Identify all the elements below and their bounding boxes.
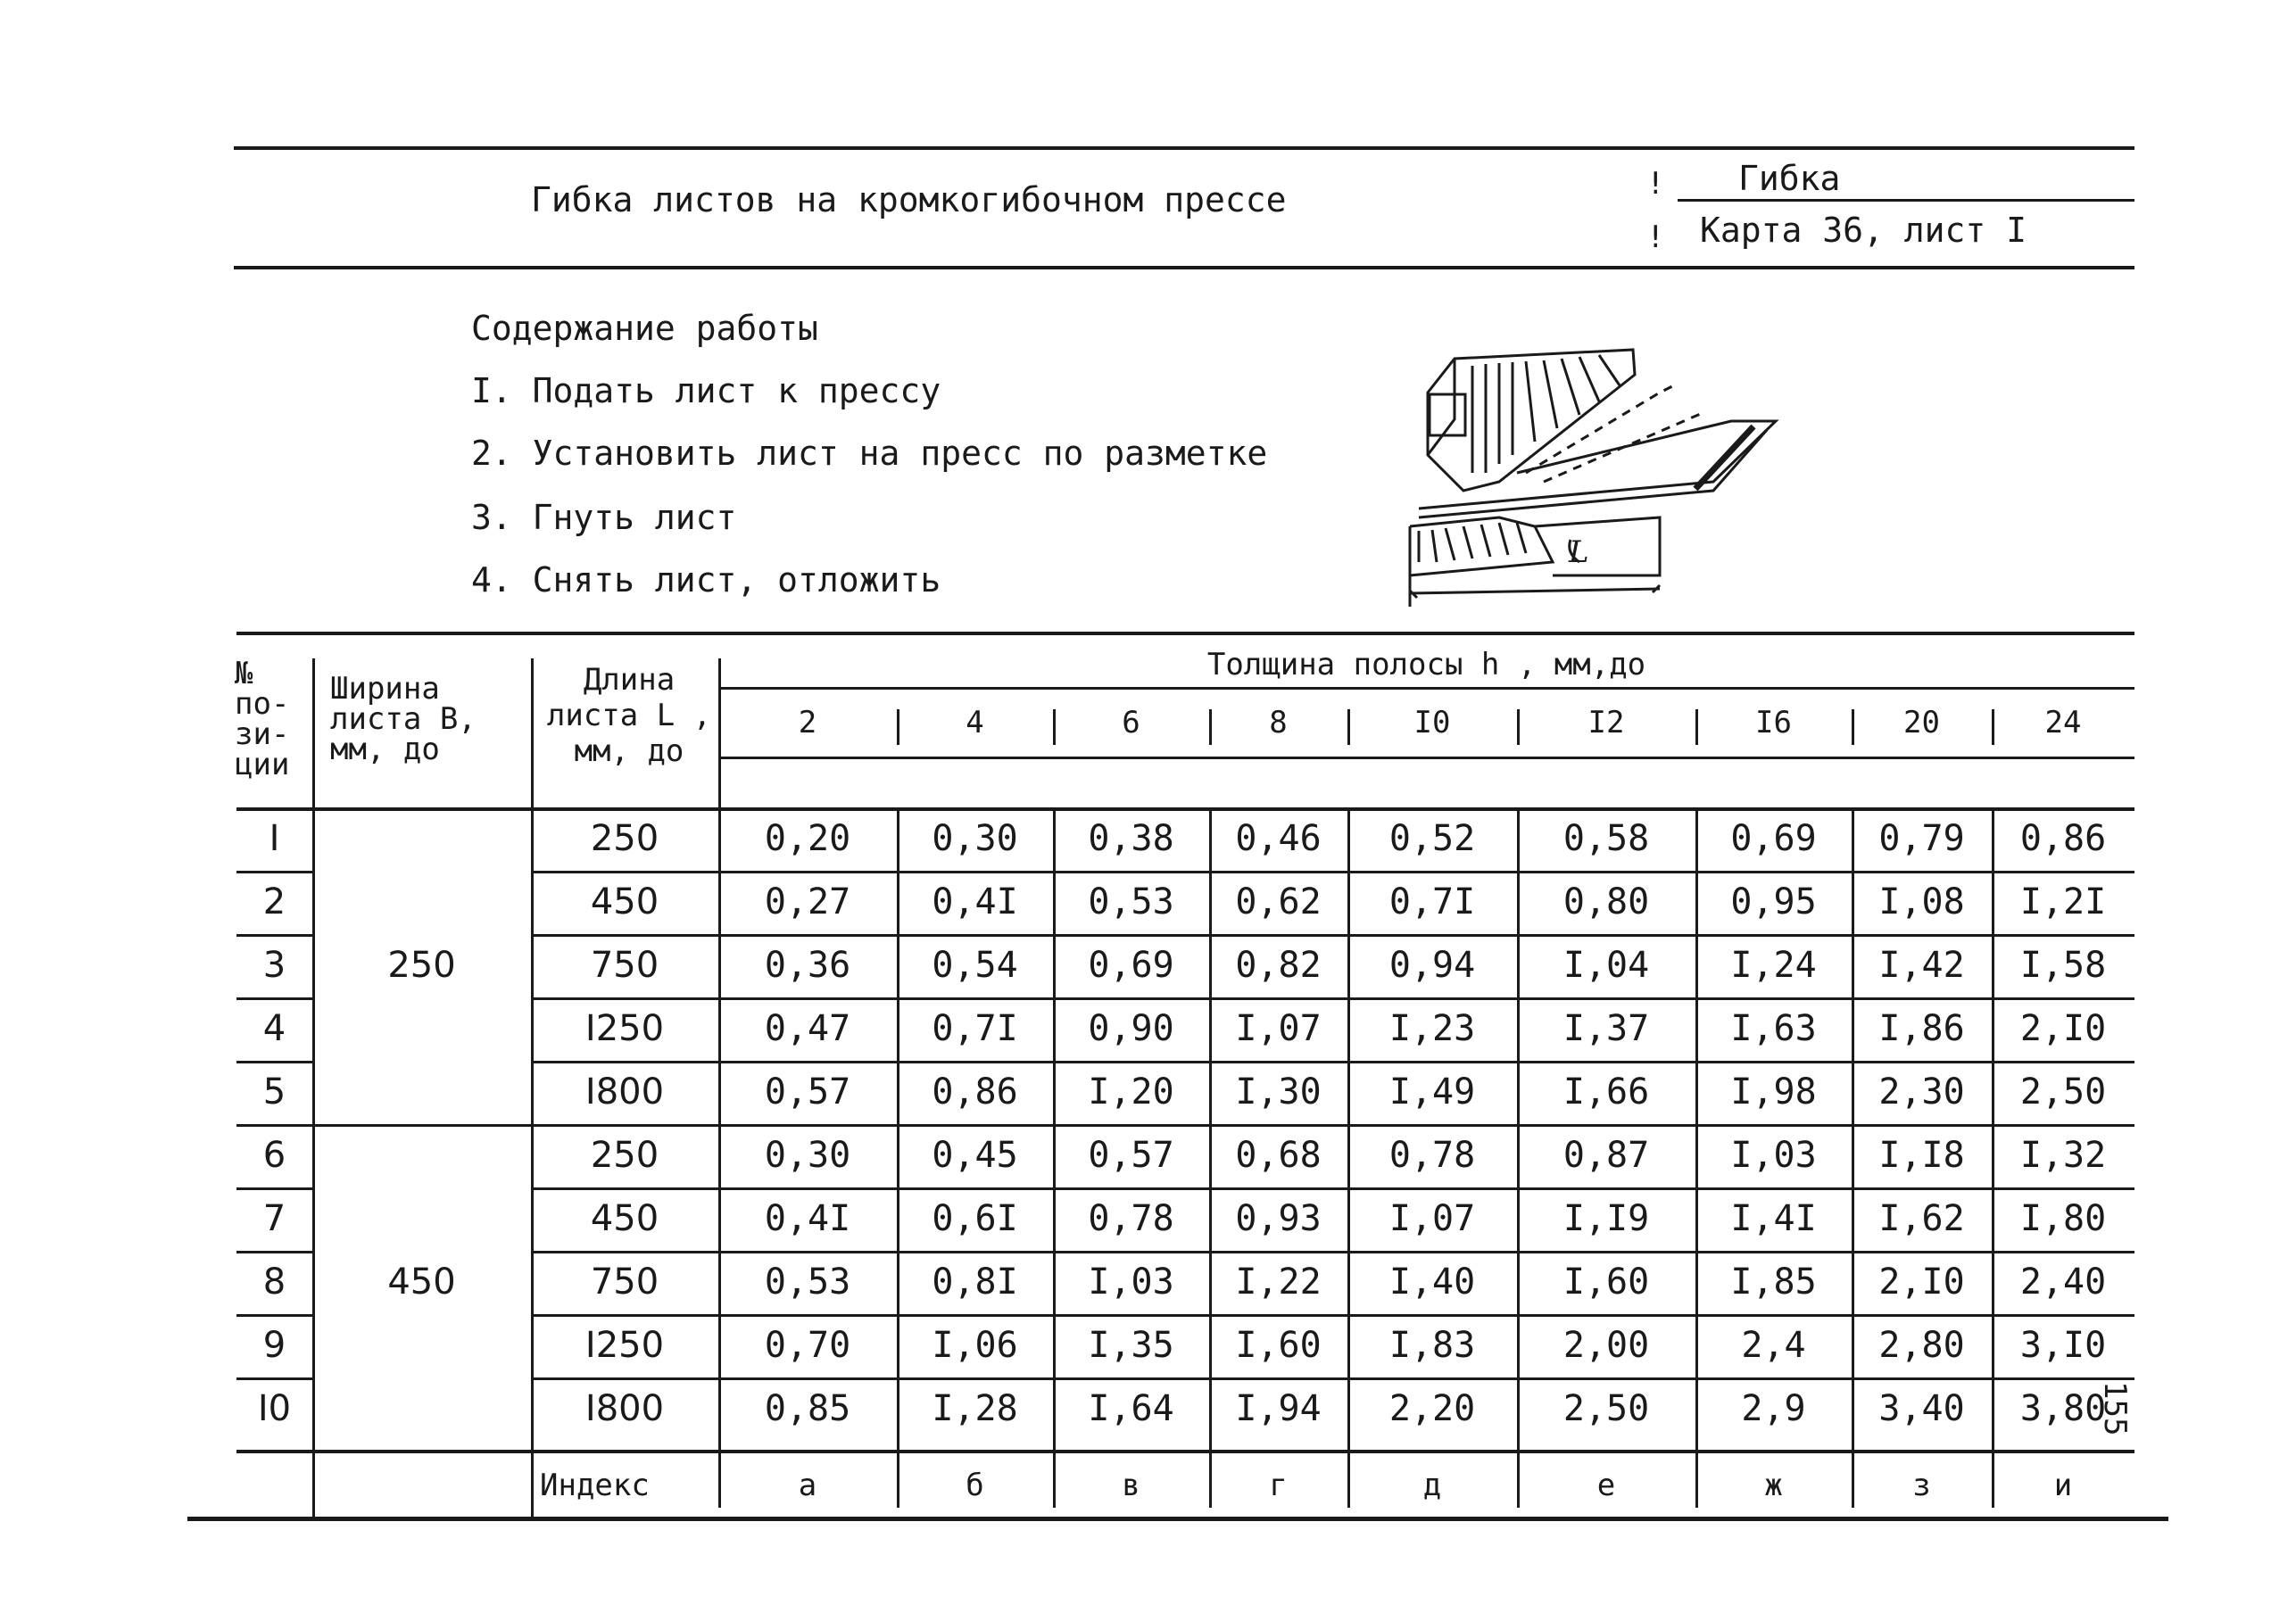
table-cell: 0,57 — [764, 1071, 851, 1113]
table-cell: I,04 — [1562, 945, 1650, 986]
table-cell: 0,27 — [764, 881, 851, 922]
header-divider — [312, 658, 315, 807]
row-length: 450 — [590, 881, 659, 922]
row-position: 9 — [262, 1325, 286, 1366]
column-divider — [1992, 807, 1994, 1450]
row-position: 2 — [262, 881, 286, 922]
table-cell: 0,8I — [932, 1261, 1018, 1303]
section-underline — [1678, 199, 2134, 202]
page-number: 155 — [2097, 1381, 2133, 1436]
header-divider — [1992, 709, 1994, 745]
column-divider — [1209, 807, 1212, 1450]
index-letter: и — [2053, 1468, 2073, 1503]
table-cell: I,08 — [1878, 881, 1965, 922]
header-divider — [1517, 709, 1520, 745]
table-cell: 2,80 — [1878, 1325, 1965, 1366]
index-letter: д — [1422, 1468, 1442, 1503]
column-divider — [312, 1450, 315, 1517]
table-cell: 3,I0 — [2019, 1325, 2107, 1366]
index-letter: ж — [1764, 1468, 1783, 1503]
thickness-col-header: 24 — [2044, 705, 2082, 740]
table-cell: 0,6I — [932, 1198, 1018, 1239]
table-cell: I,66 — [1562, 1071, 1650, 1113]
col-pos-header: № — [235, 656, 253, 691]
row-separator — [531, 1251, 2134, 1253]
table-cell: 0,36 — [764, 945, 851, 986]
column-divider — [1695, 807, 1698, 1450]
table-cell: I,4I — [1730, 1198, 1817, 1239]
table-cell: 0,69 — [1730, 818, 1817, 859]
row-separator — [531, 997, 2134, 1000]
table-cell: I,40 — [1388, 1261, 1476, 1303]
table-cell: I,86 — [1878, 1008, 1965, 1049]
width-group-450: 450 — [387, 1261, 456, 1303]
row-position: 5 — [262, 1071, 286, 1113]
row-separator — [531, 1314, 2134, 1317]
index-top-rule — [236, 1450, 2134, 1453]
table-cell: 0,78 — [1088, 1198, 1174, 1239]
row-length: 750 — [590, 1261, 659, 1303]
row-length: 750 — [590, 945, 659, 986]
index-letter: а — [798, 1468, 817, 1503]
table-cell: I,28 — [932, 1388, 1018, 1429]
col-width-header: листа В, — [330, 701, 477, 737]
table-cell: I,83 — [1388, 1325, 1476, 1366]
row-separator — [236, 871, 312, 873]
header-bottom-rule — [234, 266, 2134, 269]
row-separator — [531, 871, 2134, 873]
column-divider — [1517, 807, 1520, 1450]
table-cell: 3,40 — [1878, 1388, 1965, 1429]
thickness-col-header: 8 — [1269, 705, 1288, 740]
table-cell: I,64 — [1088, 1388, 1174, 1429]
thickness-col-header: 4 — [966, 705, 984, 740]
table-cell: I,22 — [1235, 1261, 1322, 1303]
table-cell: I,80 — [2019, 1198, 2107, 1239]
table-cell: 0,38 — [1088, 818, 1174, 859]
row-position: 7 — [262, 1198, 286, 1239]
index-letter: в — [1122, 1468, 1140, 1503]
table-cell: 0,90 — [1088, 1008, 1174, 1049]
table-cell: 0,52 — [1388, 818, 1476, 859]
row-length: I800 — [584, 1071, 665, 1113]
table-cell: I,23 — [1388, 1008, 1476, 1049]
table-cell: I,I8 — [1878, 1135, 1965, 1176]
row-position: I — [269, 818, 280, 859]
table-cell: 0,69 — [1088, 945, 1174, 986]
header-divider — [1053, 709, 1056, 745]
header-divider — [1347, 709, 1350, 745]
header-divider — [897, 709, 899, 745]
column-divider — [897, 1450, 899, 1508]
column-divider — [1053, 807, 1056, 1450]
index-letter: е — [1596, 1468, 1616, 1503]
header-divider — [718, 658, 721, 807]
row-separator — [236, 1187, 312, 1190]
table-cell: 0,7I — [932, 1008, 1018, 1049]
table-cell: 0,30 — [764, 1135, 851, 1176]
press-brake-sketch-icon — [1392, 339, 1785, 607]
table-cell: 0,57 — [1088, 1135, 1174, 1176]
table-cell: I,49 — [1388, 1071, 1476, 1113]
table-cell: 2,I0 — [2019, 1008, 2107, 1049]
table-cell: I,07 — [1388, 1198, 1476, 1239]
row-separator — [531, 934, 2134, 937]
table-cell: 0,53 — [764, 1261, 851, 1303]
header-top-rule — [234, 146, 2134, 150]
column-divider — [1695, 1450, 1698, 1508]
col-length-header: мм, до — [574, 733, 684, 769]
table-cell: 0,4I — [932, 881, 1018, 922]
table-cell: 0,45 — [932, 1135, 1018, 1176]
table-cell: 0,86 — [932, 1071, 1018, 1113]
row-position: I0 — [257, 1388, 292, 1429]
table-cell: I,24 — [1730, 945, 1817, 986]
row-length: 250 — [590, 1135, 659, 1176]
table-header-bottom-rule — [236, 807, 2134, 811]
column-divider — [1852, 807, 1854, 1450]
index-letter: б — [966, 1468, 984, 1503]
table-cell: I,94 — [1235, 1388, 1322, 1429]
col-length-header: Длина — [583, 662, 676, 698]
table-cell: 0,58 — [1562, 818, 1650, 859]
table-cell: 0,30 — [932, 818, 1018, 859]
row-separator — [236, 997, 312, 1000]
table-cell: I,03 — [1088, 1261, 1174, 1303]
table-cell: I,32 — [2019, 1135, 2107, 1176]
table-cell: 0,93 — [1235, 1198, 1322, 1239]
row-separator — [236, 1061, 312, 1063]
work-step-3: 3. Гнуть лист — [471, 498, 737, 537]
table-cell: 0,7I — [1388, 881, 1476, 922]
table-cell: 0,85 — [764, 1388, 851, 1429]
col-length-header: листа L , — [546, 698, 712, 733]
table-cell: I,60 — [1562, 1261, 1650, 1303]
table-cell: I,62 — [1878, 1198, 1965, 1239]
table-cell: 0,82 — [1235, 945, 1322, 986]
header-separator-2: ! — [1646, 219, 1665, 255]
table-cell: 2,I0 — [1878, 1261, 1965, 1303]
table-cell: 2,00 — [1562, 1325, 1650, 1366]
work-step-2: 2. Установить лист на пресс по разметке — [471, 434, 1268, 473]
column-divider — [531, 1450, 534, 1517]
index-label: Индекс — [540, 1468, 650, 1503]
col-pos-header: зи- — [235, 716, 290, 752]
thickness-title-rule — [718, 687, 2134, 690]
thickness-col-header: 2 — [798, 705, 817, 740]
row-length: I800 — [584, 1388, 665, 1429]
row-length: 450 — [590, 1198, 659, 1239]
column-divider — [1347, 807, 1350, 1450]
row-length: I250 — [584, 1008, 665, 1049]
header-divider — [1695, 709, 1698, 745]
page-title: Гибка листов на кромкогибочном прессе — [531, 180, 1287, 219]
table-cell: I,06 — [932, 1325, 1018, 1366]
column-divider — [1517, 1450, 1520, 1508]
column-divider — [1053, 1450, 1056, 1508]
table-cell: I,20 — [1088, 1071, 1174, 1113]
column-divider — [897, 807, 899, 1450]
table-cell: 2,50 — [2019, 1071, 2107, 1113]
table-top-rule — [236, 632, 2134, 635]
table-cell: 2,30 — [1878, 1071, 1965, 1113]
thickness-col-header: 6 — [1122, 705, 1140, 740]
table-cell: 2,20 — [1388, 1388, 1476, 1429]
thickness-col-header: I6 — [1755, 705, 1792, 740]
table-cell: I,30 — [1235, 1071, 1322, 1113]
thickness-col-header: I0 — [1413, 705, 1451, 740]
table-cell: 0,47 — [764, 1008, 851, 1049]
column-divider — [531, 807, 534, 1450]
width-group-250: 250 — [387, 945, 456, 986]
table-cell: I,37 — [1562, 1008, 1650, 1049]
table-cell: 2,50 — [1562, 1388, 1650, 1429]
work-heading: Содержание работы — [471, 309, 818, 348]
column-divider — [718, 807, 721, 1450]
row-position: 4 — [262, 1008, 286, 1049]
table-bottom-rule — [187, 1517, 2168, 1521]
table-cell: 0,68 — [1235, 1135, 1322, 1176]
table-cell: I,35 — [1088, 1325, 1174, 1366]
row-length: 250 — [590, 818, 659, 859]
table-cell: I,58 — [2019, 945, 2107, 986]
table-cell: I,07 — [1235, 1008, 1322, 1049]
row-separator — [236, 1314, 312, 1317]
index-letter: г — [1269, 1468, 1288, 1503]
row-position: 3 — [262, 945, 286, 986]
table-cell: 3,80 — [2019, 1388, 2107, 1429]
table-cell: 0,87 — [1562, 1135, 1650, 1176]
thickness-col-header: I2 — [1587, 705, 1625, 740]
column-divider — [1992, 1450, 1994, 1508]
table-cell: 0,54 — [932, 945, 1018, 986]
column-divider — [1347, 1450, 1350, 1508]
table-cell: 0,86 — [2019, 818, 2107, 859]
table-cell: 0,62 — [1235, 881, 1322, 922]
row-separator — [531, 1187, 2134, 1190]
table-cell: 2,4 — [1741, 1325, 1806, 1366]
row-position: 8 — [262, 1261, 286, 1303]
row-separator — [236, 1377, 312, 1380]
index-letter: з — [1912, 1468, 1931, 1503]
table-cell: I,98 — [1730, 1071, 1817, 1113]
header-divider — [531, 658, 534, 807]
table-cell: 0,78 — [1388, 1135, 1476, 1176]
table-cell: I,2I — [2019, 881, 2107, 922]
group-separator — [236, 1124, 2134, 1127]
table-cell: 2,40 — [2019, 1261, 2107, 1303]
table-cell: 0,53 — [1088, 881, 1174, 922]
row-separator — [531, 1377, 2134, 1380]
row-length: I250 — [584, 1325, 665, 1366]
col-pos-header: по- — [235, 686, 290, 722]
work-step-4: 4. Снять лист, отложить — [471, 560, 941, 600]
col-width-header: Ширина — [330, 671, 440, 707]
section-label: Гибка — [1738, 159, 1841, 198]
col-pos-header: ции — [235, 747, 290, 782]
table-cell: I,I9 — [1562, 1198, 1650, 1239]
table-cell: 0,79 — [1878, 818, 1965, 859]
table-cell: 0,46 — [1235, 818, 1322, 859]
work-step-1: I. Подать лист к прессу — [471, 371, 941, 410]
table-cell: I,42 — [1878, 945, 1965, 986]
card-label: Карта 36, лист I — [1700, 211, 2027, 250]
thickness-title: Толщина полосы h , мм,до — [1206, 647, 1646, 682]
header-divider — [1209, 709, 1212, 745]
table-cell: 2,9 — [1741, 1388, 1806, 1429]
column-divider — [1209, 1450, 1212, 1508]
column-divider — [312, 807, 315, 1450]
header-separator: ! — [1646, 166, 1665, 202]
col-width-header: мм, до — [330, 732, 440, 767]
table-cell: 0,4I — [764, 1198, 851, 1239]
row-separator — [236, 1251, 312, 1253]
row-separator — [236, 934, 312, 937]
table-cell: 0,70 — [764, 1325, 851, 1366]
figure-length-label: L — [1569, 534, 1589, 570]
table-cell: 0,95 — [1730, 881, 1817, 922]
table-cell: 0,80 — [1562, 881, 1650, 922]
header-divider — [1852, 709, 1854, 745]
thickness-values-rule — [718, 757, 2134, 759]
table-cell: I,03 — [1730, 1135, 1817, 1176]
table-cell: 0,94 — [1388, 945, 1476, 986]
table-cell: I,85 — [1730, 1261, 1817, 1303]
column-divider — [718, 1450, 721, 1508]
table-cell: I,60 — [1235, 1325, 1322, 1366]
table-cell: 0,20 — [764, 818, 851, 859]
column-divider — [1852, 1450, 1854, 1508]
thickness-col-header: 20 — [1903, 705, 1940, 740]
row-separator — [531, 1061, 2134, 1063]
table-cell: I,63 — [1730, 1008, 1817, 1049]
row-position: 6 — [262, 1135, 286, 1176]
